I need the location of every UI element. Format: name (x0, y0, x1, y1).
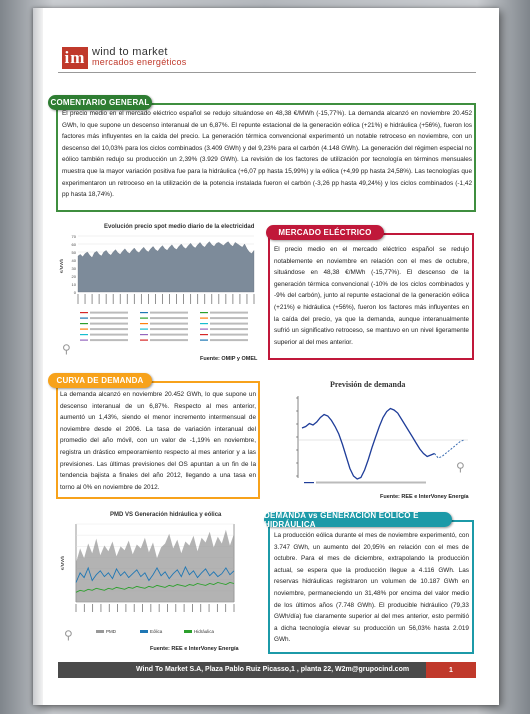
pmd-series-area (76, 530, 234, 602)
pmd-x-tick (117, 604, 118, 612)
pmd-x-tick (125, 604, 126, 612)
price-chart-x-ticks (78, 294, 255, 304)
pmd-x-tick (109, 604, 110, 612)
page-binding (33, 8, 43, 705)
price-legend-label (150, 312, 188, 314)
pmd-x-tick (84, 604, 85, 612)
price-legend-label (150, 334, 188, 336)
price-x-tick (85, 294, 86, 304)
pmd-x-tick (192, 604, 193, 612)
price-x-tick (148, 294, 149, 304)
price-legend-label (90, 334, 128, 336)
price-x-tick (141, 294, 142, 304)
price-legend-label (90, 339, 128, 341)
pmd-legend-swatch (140, 630, 148, 633)
pmd-x-tick (159, 604, 160, 612)
price-legend-label (90, 312, 128, 314)
price-x-tick (225, 294, 226, 304)
pmd-x-tick (234, 604, 235, 612)
price-x-tick (240, 294, 241, 304)
price-chart-area (78, 242, 254, 292)
price-y-tick: 20 (71, 274, 76, 279)
price-legend-swatch (140, 334, 148, 335)
price-legend-label (210, 334, 248, 336)
footer-text: Wind To Market S.A, Plaza Pablo Ruiz Picasso,1 , planta 22, W2m@grupocind.com (136, 666, 410, 673)
price-legend-label (90, 328, 128, 330)
pmd-x-tick (175, 604, 176, 612)
section-tab-mercado: MERCADO ELÉCTRICO (266, 225, 384, 240)
logo-name: wind to market (92, 46, 168, 58)
price-series-area (78, 242, 254, 292)
price-x-tick (134, 294, 135, 304)
pmd-legend-swatch (96, 630, 104, 633)
pmd-legend-label: Eólica (150, 629, 163, 634)
forecast-chart-title: Previsión de demanda (330, 380, 406, 389)
price-x-tick (127, 294, 128, 304)
price-legend-swatch (200, 323, 208, 324)
pmd-x-tick (225, 604, 226, 612)
price-legend-swatch (200, 334, 208, 335)
price-chart-source: Fuente: OMIP y OMEL (200, 356, 258, 362)
pmd-legend-label: Hidráulica (194, 629, 215, 634)
price-legend-label (150, 328, 188, 330)
price-x-tick (99, 294, 100, 304)
price-x-tick (197, 294, 198, 304)
price-legend-swatch (140, 329, 148, 330)
magnifier-icon[interactable]: ⚲ (62, 342, 71, 356)
forecast-legend-label (316, 482, 426, 484)
price-legend-swatch (200, 329, 208, 330)
price-legend-label (210, 317, 248, 319)
forecast-legend-swatch (304, 482, 314, 483)
price-x-tick (254, 294, 255, 304)
price-y-tick: 40 (71, 258, 76, 263)
forecast-chart-axes (296, 396, 468, 484)
price-x-tick (176, 294, 177, 304)
price-legend-swatch (200, 312, 208, 313)
pmd-x-tick (167, 604, 168, 612)
forecast-actual-line (302, 409, 435, 480)
price-legend-swatch (80, 329, 88, 330)
section-tab-curva: CURVA DE DEMANDA (48, 373, 152, 388)
pmd-legend-swatch (184, 630, 192, 633)
price-chart (58, 230, 258, 352)
page-footer (58, 662, 476, 678)
section-tab-demanda-gen: DEMANDA vs GENERACIÓN EÓLICO E HIDRÁULICA (264, 512, 452, 527)
price-x-tick (120, 294, 121, 304)
header-divider (58, 72, 476, 73)
price-legend-label (150, 323, 188, 325)
price-y-tick: 60 (71, 242, 76, 247)
pmd-chart-source: Fuente: REE e InterVoney Energía (150, 646, 239, 652)
price-legend-swatch (80, 318, 88, 319)
pmd-chart-title: PMD VS Generación hidráulica y eólica (110, 512, 222, 518)
pmd-y-label: €/MWh (60, 555, 65, 571)
price-legend-label (90, 323, 128, 325)
price-legend-swatch (140, 318, 148, 319)
price-x-tick (78, 294, 79, 304)
price-x-tick (190, 294, 191, 304)
company-logo (62, 47, 187, 69)
page-number: 1 (426, 662, 476, 678)
mercado-text: El precio medio en el mercado eléctrico español se redujo notablemente en noviembre en relación con el mes de octubre, situándose en 48,38 €/MWh (-15,77%). El descenso de la generación térmica convencional (-10% de los ciclos combinados y -9% del carbón), junto al repunte estacional de la generación eólica (+21%) e hidráulica (+56%), fueron los factores más influyentes en la caída del precio, ya que la demanda, aunque interanualmente sufrió un significativo retroceso, se mantuvo en un nivel ligeramente superior al del mes anterior. (274, 246, 469, 346)
price-y-tick: 50 (71, 250, 76, 255)
price-legend-swatch (200, 340, 208, 341)
price-x-tick (155, 294, 156, 304)
pmd-x-tick (200, 604, 201, 612)
price-legend-label (210, 339, 248, 341)
price-legend-swatch (200, 318, 208, 319)
price-x-tick (232, 294, 233, 304)
price-x-tick (162, 294, 163, 304)
price-x-tick (247, 294, 248, 304)
demanda-gen-text: La producción eólica durante el mes de noviembre experimentó, con 3.747 GWh, un aumento del 20,95% en relación con el mes de octubre. Para el mes de diciembre, extrapolando la producción actual, se espera que la producción llegue a 4.116 GWh. Las reservas hidráulicas registraron un volumen de 10.187 GWh en noviembre, permaneciendo un 31,48% por encima del valor medio de los últimos años (7.748 GWh). El producible hidráulico (79,33 GWh/día) fue claramente superior al del mes anterior, esto permitió a dicha tecnología elevar su producción un 56,03% hasta 2.019 GWh. (274, 532, 469, 644)
price-legend-swatch (140, 323, 148, 324)
price-y-tick: 0 (73, 290, 76, 295)
pmd-chart (58, 518, 258, 640)
price-legend-label (210, 328, 248, 330)
section-tab-comentario: COMENTARIO GENERAL (48, 95, 152, 110)
price-legend-swatch (80, 334, 88, 335)
price-x-tick (218, 294, 219, 304)
logo-subtitle: mercados energéticos (92, 57, 187, 67)
price-legend-label (210, 312, 248, 314)
price-legend-swatch (140, 312, 148, 313)
price-x-tick (204, 294, 205, 304)
price-chart-legend (80, 312, 248, 342)
pmd-x-tick (76, 604, 77, 612)
pmd-x-tick (142, 604, 143, 612)
forecast-projected-line (435, 440, 465, 458)
price-x-tick (92, 294, 93, 304)
curva-text: La demanda alcanzó en noviembre 20.452 GWh, lo que supone un descenso interanual de un 6,87%. Respecto al mes anterior, aumentó un 1,43%, siendo el menor incremento intermensual de noviembre desde el 2006. La tasa de variación interanual del promedio del año móvil, con un valor de -1,19% en noviembre, registra un drástico empeoramiento respecto al mes anterior y a las previsiones. Las últimas previsiones del OS apuntan a un fin de la tendencia bajista a finales del año 2012, llegando a una tasa en torno al 0% en noviembre de 2012. (60, 391, 256, 491)
pmd-x-tick (92, 604, 93, 612)
price-legend-swatch (140, 340, 148, 341)
price-y-label: €/MWh (59, 258, 64, 274)
forecast-chart-source: Fuente: REE e InterVoney Energía (380, 494, 469, 500)
price-legend-label (210, 323, 248, 325)
price-chart-title: Evolución precio spot medio diario de la electricidad (104, 224, 255, 230)
price-legend-swatch (80, 340, 88, 341)
pmd-legend-label: PMD (106, 629, 116, 634)
magnifier-icon-2[interactable]: ⚲ (456, 460, 465, 474)
magnifier-icon-3[interactable]: ⚲ (64, 628, 73, 642)
price-legend-swatch (80, 312, 88, 313)
pmd-x-tick (150, 604, 151, 612)
price-y-tick: 10 (71, 282, 76, 287)
pmd-x-tick (134, 604, 135, 612)
forecast-chart-line (302, 409, 464, 480)
price-x-tick (211, 294, 212, 304)
pmd-x-tick (217, 604, 218, 612)
logo-mark: im (62, 47, 88, 69)
price-x-tick (169, 294, 170, 304)
pmd-x-tick (209, 604, 210, 612)
price-x-tick (106, 294, 107, 304)
pmd-chart-area (76, 530, 234, 602)
price-y-tick: 70 (71, 234, 76, 239)
price-x-tick (113, 294, 114, 304)
price-y-tick: 30 (71, 266, 76, 271)
pmd-x-tick (184, 604, 185, 612)
price-x-tick (183, 294, 184, 304)
forecast-chart (284, 392, 472, 492)
price-legend-label (150, 339, 188, 341)
price-legend-label (90, 317, 128, 319)
price-legend-label (150, 317, 188, 319)
comentario-text: El precio medio en el mercado eléctrico español se redujo situándose en 48,38 €/MWh (-15,77%). La demanda alcanzó en noviembre 20.452 GWh, lo que supone un descenso interanual de un 6,87%. El repunte estacional de la generación eólica (+21%) e hidráulica (+56%), fueron los factores más influyentes en la caída del precio. La generación térmica convencional experimentó un notable retroceso en noviembre, con un descenso del 10,03% para los ciclos combinados (3.409 GWh) y del 9,23% para el carbón (4.148 GWh). La generación del régimen especial no eólico también redujo su producción un 2,39% (3.929 GWh). La revisión de los factores de utilización por tecnología en términos mensuales muestra que la mayor variación positiva fue para la hidráulica (+6,07 pp hasta 15,99%) y la eólica (+4,99 pp hasta 24,58%). Las tecnologías que experimentaron un retroceso en la utilización de la potencia instalada fueron el carbón (-3,26 pp hasta 49,24%) y los ciclos combinados (-1,42 pp hasta 18,74%). (62, 110, 472, 199)
pmd-chart-legend (96, 629, 215, 634)
price-legend-swatch (80, 323, 88, 324)
pmd-x-tick (101, 604, 102, 612)
